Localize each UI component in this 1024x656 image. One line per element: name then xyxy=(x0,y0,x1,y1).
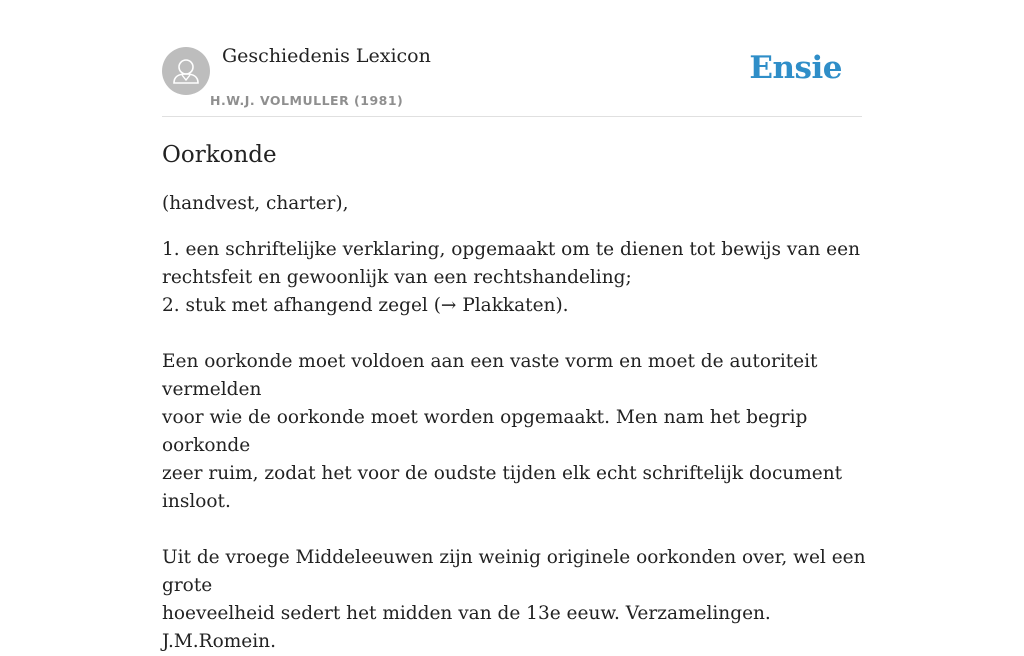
definition-paragraph xyxy=(162,236,872,320)
source-header xyxy=(162,0,862,117)
paragraph-line: hoeveelheid sedert het midden van de 13e eeuw. Verzamelingen. J.M.Romein. xyxy=(162,603,771,652)
entry-title: Oorkonde xyxy=(162,142,277,168)
definition-line: 2. stuk met afhangend zegel (→ Plakkaten). xyxy=(162,295,569,316)
body-paragraph xyxy=(162,348,872,516)
paragraph-line: zeer ruim, zodat het voor de oudste tijden elk echt schriftelijk document insloot. xyxy=(162,463,843,512)
definition-line: 1. een schriftelijke verklaring, opgemaakt om te dienen tot bewijs van een xyxy=(162,239,860,260)
paragraph-line: voor wie de oorkonde moet worden opgemaakt. Men nam het begrip oorkonde xyxy=(162,407,808,456)
source-author[interactable]: H.W.J. VOLMULLER (1981) xyxy=(210,93,404,108)
paragraph-gap xyxy=(162,320,872,348)
user-avatar-icon[interactable] xyxy=(162,47,210,95)
paragraph-gap xyxy=(162,516,872,544)
definition-line: rechtsfeit en gewoonlijk van een rechtshandeling; xyxy=(162,267,632,288)
source-title[interactable]: Geschiedenis Lexicon xyxy=(222,45,431,67)
entry-content xyxy=(162,140,872,656)
paragraph-line: Een oorkonde moet voldoen aan een vaste vorm en moet de autoriteit vermelden xyxy=(162,351,818,400)
body-paragraph xyxy=(162,544,872,656)
entry-body xyxy=(162,236,872,656)
paragraph-line: Uit de vroege Middeleeuwen zijn weinig originele oorkonden over, wel een grote xyxy=(162,547,866,596)
entry-synonyms: (handvest, charter), xyxy=(162,193,349,214)
ensie-logo[interactable]: Ensie xyxy=(749,50,842,86)
